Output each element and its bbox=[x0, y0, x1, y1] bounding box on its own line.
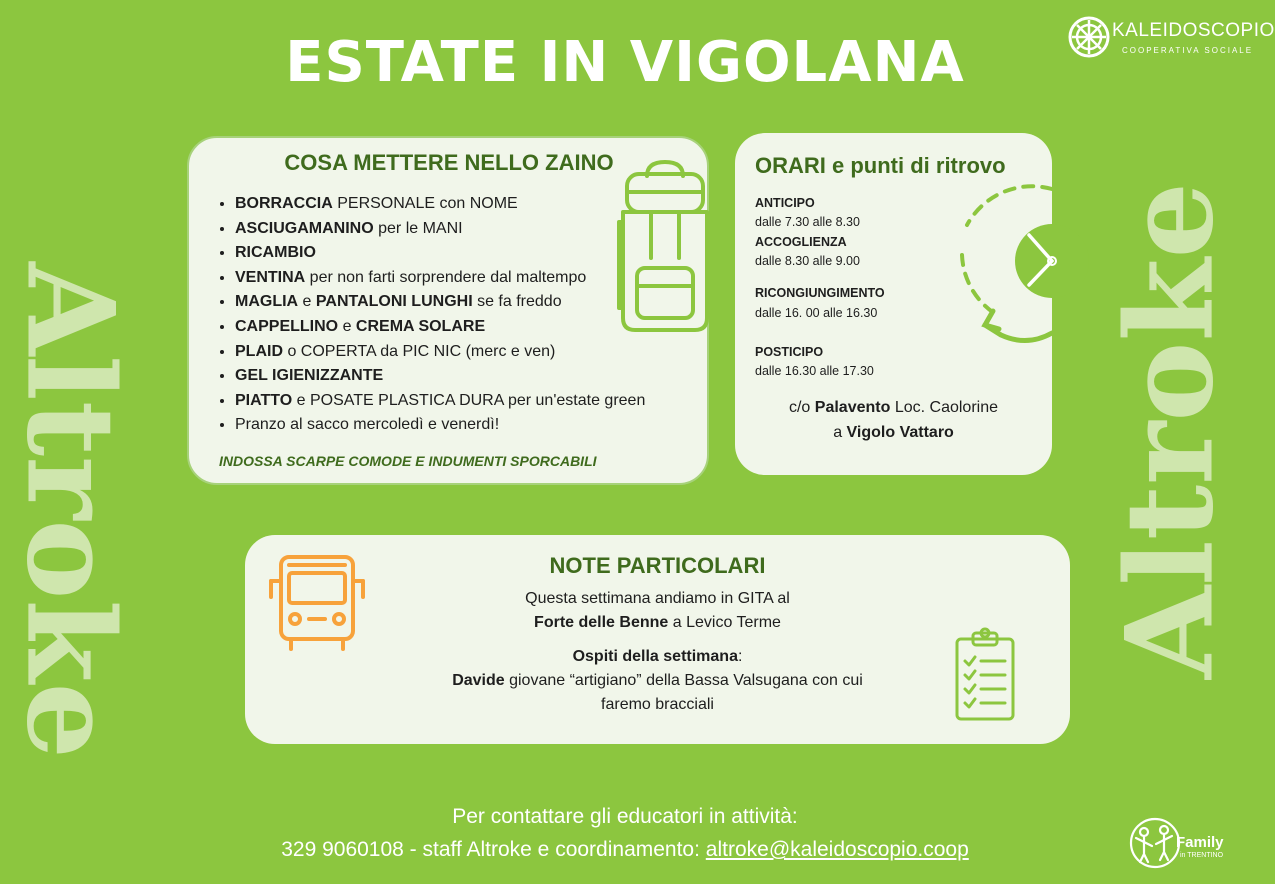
notes-line-trip: Questa settimana andiamo in GITA al bbox=[525, 590, 790, 607]
item-text: se fa freddo bbox=[472, 293, 562, 311]
footer-contacts bbox=[0, 800, 1250, 866]
backpack-list-item bbox=[235, 340, 645, 365]
family-logo-sub: in TRENTINO bbox=[1180, 852, 1224, 859]
item-highlight: PLAID bbox=[235, 342, 283, 360]
schedule-card-title: ORARI e punti di ritrovo bbox=[755, 153, 1006, 178]
notes-body bbox=[365, 587, 950, 717]
notes-guest-desc: giovane “artigiano” della Bassa Valsugana con cui bbox=[504, 672, 863, 689]
backpack-list-item bbox=[235, 217, 645, 242]
logo-subtitle: COOPERATIVA SOCIALE bbox=[1122, 46, 1254, 55]
item-text: e bbox=[338, 317, 356, 335]
notes-line-guest-name bbox=[365, 669, 950, 693]
item-highlight: BORRACCIA bbox=[235, 195, 333, 212]
notes-card bbox=[245, 535, 1070, 744]
clock-icon bbox=[957, 185, 1052, 350]
slot-label-accoglienza: ACCOGLIENZA bbox=[755, 235, 847, 249]
meeting-place-prefix: c/o bbox=[788, 399, 815, 416]
family-logo-name: Family bbox=[1176, 834, 1224, 851]
slot-time-posticipo: dalle 16.30 alle 17.30 bbox=[755, 364, 874, 378]
backpack-list-item bbox=[235, 413, 645, 438]
notes-line-activity: faremo bracciali bbox=[601, 696, 714, 713]
item-highlight: MAGLIA bbox=[235, 293, 299, 311]
meeting-place-line2 bbox=[735, 420, 1052, 445]
backpack-list-item bbox=[235, 364, 645, 389]
notes-guest-name: Davide bbox=[452, 672, 505, 689]
slot-time-accoglienza: dalle 8.30 alle 9.00 bbox=[755, 254, 860, 268]
schedule-card bbox=[735, 133, 1052, 475]
notes-line-guests bbox=[365, 645, 950, 669]
backpack-list-item bbox=[235, 192, 645, 217]
backpack-icon bbox=[617, 158, 713, 336]
family-figures-icon bbox=[1128, 816, 1182, 870]
slot-label-ricongiungimento: RICONGIUNGIMENTO bbox=[755, 286, 885, 300]
backpack-list-item bbox=[235, 315, 645, 340]
slot-label-posticipo: POSTICIPO bbox=[755, 345, 824, 359]
item-text: e bbox=[298, 293, 316, 311]
slot-time-anticipo: dalle 7.30 alle 8.30 bbox=[755, 215, 860, 229]
backpack-card-title: COSA METTERE NELLO ZAINO bbox=[284, 150, 614, 175]
logo-name: KALEIDOSCOPIO bbox=[1112, 20, 1275, 41]
item-text: o COPERTA da PIC NIC (merc e ven) bbox=[283, 342, 556, 360]
item-highlight: RICAMBIO bbox=[235, 244, 316, 262]
backpack-list-item bbox=[235, 241, 645, 266]
item-highlight: PIATTO bbox=[235, 391, 293, 409]
backpack-list-item bbox=[235, 290, 645, 315]
notes-card-title: NOTE PARTICOLARI bbox=[549, 553, 766, 578]
item-highlight: VENTINA bbox=[235, 268, 306, 286]
side-word-left: Altroke bbox=[0, 262, 141, 759]
kaleidoscope-icon bbox=[1068, 16, 1110, 58]
slot-label-anticipo: ANTICIPO bbox=[755, 196, 815, 210]
notes-guests-label: Ospiti della settimana bbox=[572, 648, 738, 665]
side-word-right: Altroke bbox=[1099, 182, 1241, 679]
item-text: e POSATE PLASTICA DURA per un'estate green bbox=[292, 391, 646, 409]
meeting-place-town: Vigolo Vattaro bbox=[846, 424, 954, 441]
notes-trip-destination: Forte delle Benne bbox=[534, 614, 669, 631]
meeting-place-locality: Loc. Caolorine bbox=[890, 399, 998, 416]
backpack-note: INDOSSA SCARPE COMODE E INDUMENTI SPORCABILI bbox=[219, 453, 597, 469]
footer-email-link[interactable]: altroke@kaleidoscopio.coop bbox=[705, 838, 969, 861]
item-text: per non farti sorprendere dal maltempo bbox=[305, 268, 587, 286]
backpack-list-item bbox=[235, 266, 645, 291]
item-highlight: CAPPELLINO bbox=[235, 317, 339, 335]
page-title: ESTATE IN VIGOLANA bbox=[285, 30, 965, 95]
item-highlight: CREMA SOLARE bbox=[355, 317, 486, 335]
notes-line-place bbox=[365, 611, 950, 635]
meeting-place-line1 bbox=[735, 395, 1052, 420]
footer-line2 bbox=[0, 833, 1250, 866]
footer-line1: Per contattare gli educatori in attività: bbox=[452, 805, 798, 828]
item-text: per le MANI bbox=[373, 219, 463, 237]
notes-guests-colon: : bbox=[737, 648, 743, 665]
item-text: PERSONALE con NOME bbox=[332, 195, 518, 212]
clipboard-checklist-icon bbox=[953, 627, 1017, 723]
item-highlight: ASCIUGAMANINO bbox=[235, 219, 374, 237]
item-highlight: PANTALONI LUNGHI bbox=[315, 293, 473, 311]
item-highlight: GEL IGIENIZZANTE bbox=[235, 367, 384, 385]
slot-time-ricongiungimento: dalle 16. 00 alle 16.30 bbox=[755, 306, 878, 320]
backpack-list bbox=[217, 192, 645, 438]
meeting-place-prefix2: a bbox=[833, 424, 847, 441]
backpack-list-item bbox=[235, 389, 645, 414]
meeting-place bbox=[735, 395, 1052, 445]
footer-phone-staff: 329 9060108 - staff Altroke e coordinamento: bbox=[281, 838, 706, 861]
notes-trip-location: a Levico Terme bbox=[668, 614, 781, 631]
item-text: Pranzo al sacco mercoledì e venerdì! bbox=[235, 416, 500, 434]
meeting-place-name: Palavento bbox=[814, 399, 891, 416]
